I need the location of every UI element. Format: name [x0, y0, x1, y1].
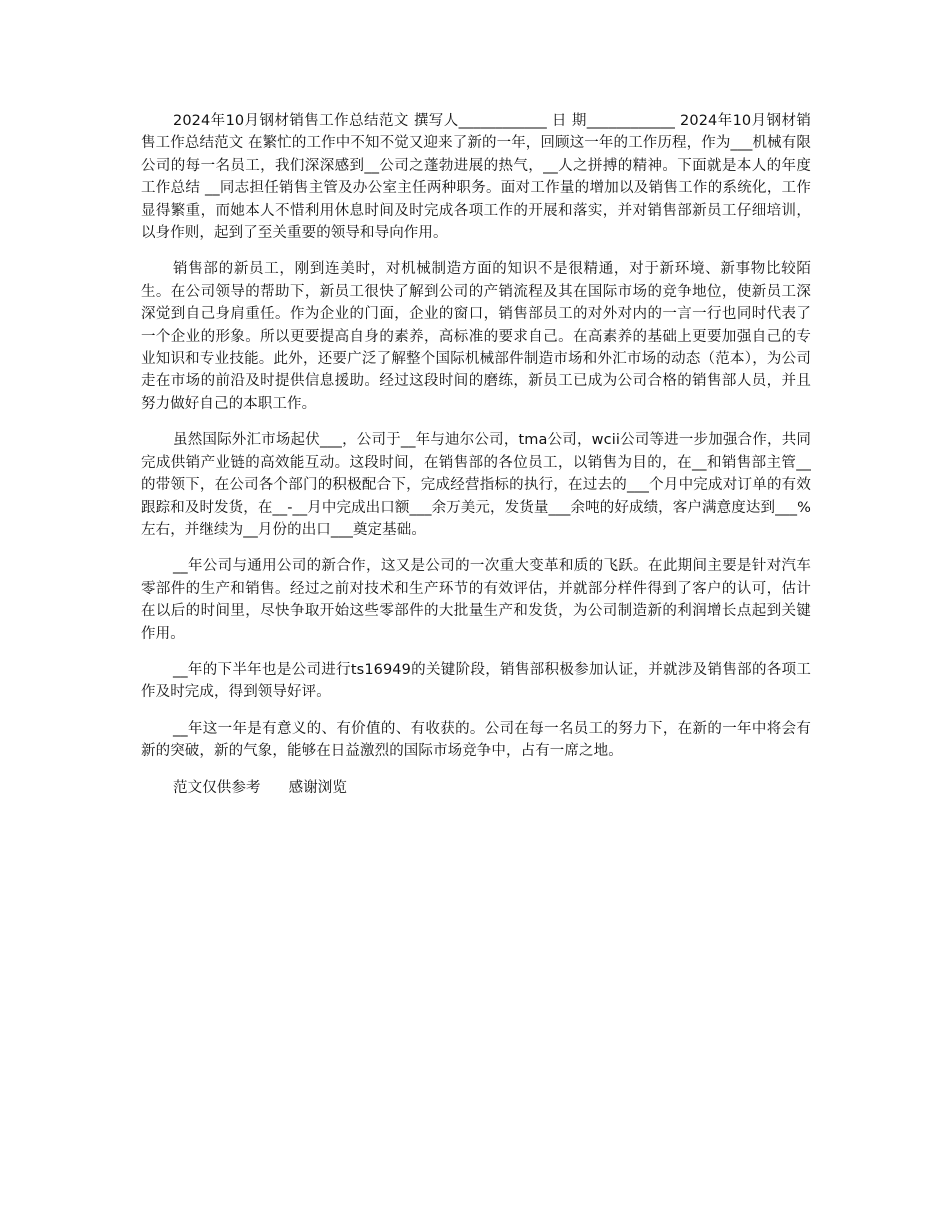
document-page: [141, 110, 811, 799]
footer-thanks-text: 感谢浏览: [288, 779, 348, 796]
paragraph-conclusion: __年这一年是有意义的、有价值的、有收获的。公司在每一名员工的努力下，在新的一年中将会有新的突破，新的气象，能够在日益激烈的国际市场竞争中，占有一席之地。: [141, 720, 811, 760]
paragraph-forex-cooperation: 虽然国际外汇市场起伏___，公司于__年与迪尔公司，tma公司，wcii公司等进一步加强合作，共同完成供销产业链的高效能互动。这段时间，在销售部的各位员工，以销售为目的，在__和销售部主管__的带领下，在公司各个部门的积极配合下，完成经营指标的执行，在过去的___个月中完成对订单的有效跟踪和及时发货，在__-__月中完成出口额___余万美元，发货量___余吨的好成绩，客户满意度达到___%左右，并继续为__月份的出口___奠定基础。: [141, 432, 811, 538]
footer-note: [141, 777, 811, 799]
paragraph-gm-cooperation: __年公司与通用公司的新合作，这又是公司的一次重大变革和质的飞跃。在此期间主要是针对汽车零部件的生产和销售。经过之前对技术和生产环节的有效评估，并就部分样件得到了客户的认可，估计在以后的时间里，尽快争取开始这些零部件的大批量生产和发货，为公司制造新的利润增长点起到关键作用。: [141, 558, 811, 642]
footer-reference-text: 范文仅供参考: [173, 779, 261, 796]
paragraph-intro: 2024年10月钢材销售工作总结范文 撰写人____________ 日 期____________ 2024年10月钢材销售工作总结范文 在繁忙的工作中不知不觉又迎来了新的一年，回顾这一年的工作历程，作为___机械有限公司的每一名员工，我们深深感到__公司之蓬勃进展的热气，__人之拼搏的精神。下面就是本人的年度工作总结 __同志担任销售主管及办公室主任两种职务。面对工作量的增加以及销售工作的系统化，工作显得繁重，而她本人不惜利用休息时间及时完成各项工作的开展和落实，并对销售部新员工仔细培训，以身作则，起到了至关重要的领导和导向作用。: [141, 113, 811, 242]
paragraph-new-staff: 销售部的新员工，刚到连美时，对机械制造方面的知识不是很精通，对于新环境、新事物比较陌生。在公司领导的帮助下，新员工很快了解到公司的产销流程及其在国际市场的竞争地位，使新员工深深觉到自己身肩重任。作为企业的门面，企业的窗口，销售部员工的对外对内的一言一行也同时代表了一个企业的形象。所以更要提高自身的素养，高标准的要求自己。在高素养的基础上更要加强自己的专业知识和专业技能。此外，还要广泛了解整个国际机械部件制造市场和外汇市场的动态（范本），为公司走在市场的前沿及时提供信息援助。经过这段时间的磨练，新员工已成为公司合格的销售部人员，并且努力做好自己的本职工作。: [141, 261, 811, 412]
paragraph-ts16949: __年的下半年也是公司进行ts16949的关键阶段，销售部积极参加认证，并就涉及销售部的各项工作及时完成，得到领导好评。: [141, 661, 811, 701]
